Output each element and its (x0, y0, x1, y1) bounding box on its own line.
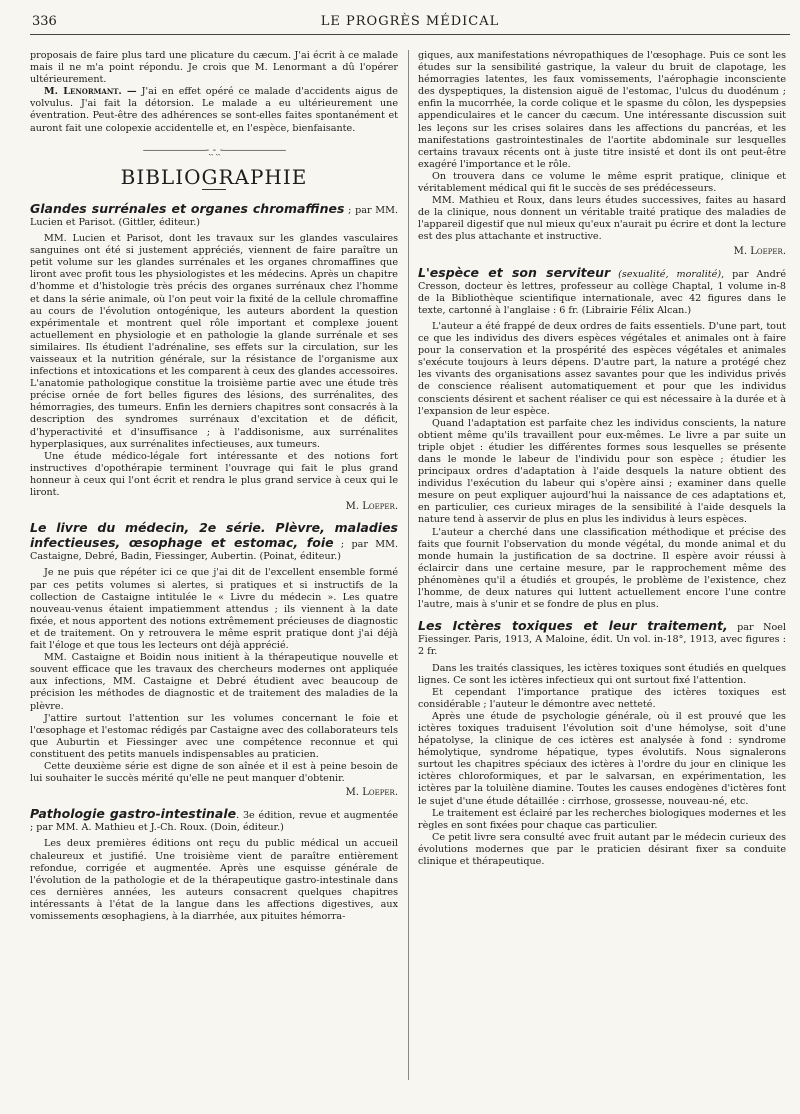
entry-head-pathologie (30, 807, 398, 834)
entry-head-espece (418, 266, 786, 317)
ornament-rule: ———————-ˏˎ-ˏˎ-——————— (142, 144, 286, 156)
running-title: LE PROGRÈS MÉDICAL (320, 14, 500, 29)
entry-paragraph: Et cependant l'importance pratique des ictères toxiques est considérable ; l'auteur le démontre avec netteté. (418, 686, 786, 710)
entry-signature: M. Loeper. (345, 501, 398, 513)
entry-paragraph: MM. Lucien et Parisot, dont les travaux sur les glandes vasculaires sanguines ont été si justement appréciés, viennent de faire paraître un petit volume sur les glandes surrénales et les organes chromaffines que liront avec profit tous les physiologistes et les médecins. Après un chapitre d'homme et d'histologie très précis des organes surrénaux chez l'homme et dans la série animale, où l'on peut voir la fixité de la cellule chromaffine au cours de l'évolution ontogénique, les auteurs abordent la question expérimentale et montrent quel rôle important et complexe jouent actuellement en physiologie et en pathologie la glande surrénale et ses similaires. Ils étudient l'adrénaline, ses effets sur la circulation, sur les vaisseaux et la nutrition générale, sur la résistance de l'organisme aux infections et intoxications et les comparent à ceux des glandes accessoires. L'anatomie pathologique constitue la troisième partie avec une étude très précise ornée de fort belles figures des lésions, des surrénalites, des hémorragies, des tumeurs. Enfin les derniers chapitres sont consacrés à la description des syndromes surrénaux d'excitation et de déficit, d'hyperactivité et d'insuffisance ; à l'addisonisme, aux surrénalites hyperplasiques, aux surrénalites infectieuses, aux tumeurs. (30, 233, 398, 450)
right-column (418, 50, 786, 1104)
intro-paragraph-1: proposais de faire plus tard une plicature du cæcum. J'ai écrit à ce malade mais il ne m'a point répondu. Je crois que M. Lenormant a dû l'opérer ultérieurement. (30, 50, 398, 86)
continuation-paragraph-2: On trouvera dans ce volume le même esprit pratique, clinique et véritablement médical qui fit le succès de ses prédécesseurs. (418, 170, 786, 195)
entry-paragraph: Quand l'adaptation est parfaite chez les individus conscients, la nature obtient même qu'ils travaillent pour eux-mêmes. Le livre a par suite un triple objet : étudier les différentes formes sous lesquelles se présente dans le monde le labeur de l'individu pour son espèce ; étudier les principaux ordres d'adaptation à l'aide desquels la nature obtient des individus l'exécution du labeur qui s'opère ainsi ; examiner dans quelle mesure on peut expliquer aujourd'hui la naissance de ces adaptations et, en particulier, ces curieux mirages de la sensibilité à l'aide desquels la nature tend à asservir de plus en plus les individus à leurs espèces. (418, 417, 786, 526)
left-column (30, 50, 398, 1104)
section-title: BIBLIOGRAPHIE (120, 164, 308, 189)
entry-meta-pathologie: . 3e édition, revue et augmentée ; par MM. A. Mathieu et J.-Ch. Roux. (Doin, éditeur.) (30, 810, 398, 834)
entry-meta-livre: ; par MM. Castaigne, Debré, Badin, Fiessinger, Aubertin. (Poinat, éditeur.) (30, 539, 398, 563)
entry-paragraph: Les deux premières éditions ont reçu du public médical un accueil chaleureux et justifié. Une troisième vient de paraître entièrement refondue, corrigée et augmentée. Après une esquisse générale de l'évolution de la pathologie et de la thérapeutique gastro-intestinale dans ces dernières années, les auteurs consacrent quelques chapitres intéressants à l'état de la langue dans les affections digestives, aux vomissements œsophagiens, à la diarrhée, aux pituites hémorra- (30, 838, 398, 922)
entry-head-icteres (418, 619, 786, 658)
page-number: 336 (32, 14, 57, 29)
entry-paragraph: Ce petit livre sera consulté avec fruit autant par le médecin curieux des évolutions modernes que par le praticien désirant fixer sa conduite clinique et thérapeutique. (418, 831, 786, 867)
intro-paragraph-2 (30, 86, 398, 134)
entry-head-glandes (30, 202, 398, 229)
page-header (30, 12, 790, 35)
entry-meta-icteres: par Noel Fiessinger. Paris, 1913, A Maloine, édit. Un vol. in-18°, 1913, avec figures : 2 fr. (418, 622, 786, 658)
continuation-paragraph-3: MM. Mathieu et Roux, dans leurs études successives, faites au hasard de la clinique, nous donnent un véritable traité pratique des maladies de l'appareil digestif que nul mieux qu'eux n'aurait pu écrire et dont la lecture est des plus attachante et instructive. (418, 195, 786, 243)
entry-paragraph: L'auteur a été frappé de deux ordres de faits essentiels. D'une part, tout ce que les individus des divers espèces végétales et animales ont à faire pour la conservation et la prospérité des espèces végétales et animales s'exécute toujours à leurs dépens. D'autre part, la nature a protégé chez les vivants des organisations assez savantes pour que les individus privés de conscience réalisent automatiquement et pour que les individus conscients désirent et sachent réaliser ce qui est nécessaire à la durée et à l'expansion de leur espèce. (418, 320, 786, 417)
column-divider (408, 50, 409, 1080)
entry-paragraph: L'auteur a cherché dans une classification méthodique et précise des faits que fournit l'observation du monde végétal, du monde animal et du monde humain la justification de sa doctrine. Il espère avoir réussi à éclaircir dans une certaine mesure, par le rapprochement même des phénomènes qu'il a étudiés et groupés, le problème de l'existence, chez l'homme, de deux natures qui luttent actuellement encore l'une contre l'autre, mais à s'unir et se fondre de plus en plus. (418, 526, 786, 611)
entry-meta-glandes: ; par MM. Lucien et Parisot. (Gittler, éditeur.) (30, 204, 398, 228)
entry-paragraph: Après une étude de psychologie générale, où il est prouvé que les ictères toxiques traduisent l'évolution soit d'une hémolyse, soit d'une hépatolyse, la clinique de ces ictères est analysée à fond : syndrome hémolytique, syndrome hépatique, types évolutifs. Nous signalerons surtout les chapitres spéciaux des ictères à l'ordre du jour en clinique les ictères chloroformiques, et par le salvarsan, en expérimentation, les ictères par la toluilène diamine. Toutes les causes endogènes d'ictères font le sujet d'une étude détaillée : cirrhose, grossesse, nouveau-né, etc. (418, 710, 786, 807)
entry-title-glandes: Glandes surrénales et organes chromaffines (30, 200, 345, 216)
entry-paragraph: Cette deuxième série est digne de son aînée et il est à peine besoin de lui souhaiter le succès mérité qu'elle ne peut manquer d'obtenir. (30, 760, 398, 785)
entry-title-icteres: Les Ictères toxiques et leur traitement, (418, 618, 728, 634)
intro-paragraph-2-text: J'ai en effet opéré ce malade d'accidents aigus de volvulus. J'ai fait la détorsion. Le malade a eu ultérieurement une éventration. Peut-être des adhérences se sont-elles faites spontanément et auront fait une colopexie accidentelle et, en l'espèce, bienfaisante. (30, 86, 398, 134)
entry-paragraph: J'attire surtout l'attention sur les volumes concernant le foie et l'œsophage et l'estomac rédigés par Castaigne avec des collaborateurs tels que Auburtin et Fiessinger avec une compétence reconnue et qui constituent des petits manuels indispensables au praticien. (30, 712, 398, 760)
entry-title-pathologie: Pathologie gastro-intestinale (30, 806, 237, 822)
entry-paragraph: MM. Castaigne et Boidin nous initient à la thérapeutique nouvelle et souvent efficace que les travaux des chercheurs modernes ont appliquée aux infections, MM. Castaigne et Debré étudient avec beaucoup de précision les méthodes de diagnostic et de traitement des maladies de la plèvre. (30, 652, 398, 712)
entry-signature: M. Loeper. (345, 787, 398, 799)
entry-signature: M. Loeper. (733, 245, 786, 257)
entry-meta-espece: , par André Cresson, docteur ès lettres, professeur au collège Chaptal, 1 volume in-8 de la Bibliothèque scientifique internationale, avec 42 figures dans le texte, cartonné à l'anglaise : 6 fr. (Librairie Félix Alcan.) (418, 268, 786, 316)
entry-paragraph: Une étude médico-légale fort intéressante et des notions fort instructives d'opothérapie terminent l'ouvrage qui fait le plus grand honneur à ceux qui l'ont écrit et rendra le plus grand service à ceux qui le liront. (30, 450, 398, 498)
entry-title-espece: L'espèce et son serviteur (418, 264, 611, 280)
entry-paragraph: Je ne puis que répéter ici ce que j'ai dit de l'excellent ensemble formé par ces petits volumes si alertes, si pratiques et si instructifs de la collection de Castaigne intitulée le « Livre du médecin ». Les quatre nouveau-venus étaient impatiemment attendus ; ils viennent à la date fixée, et nous apportent des notions extrêmement précieuses de diagnostic et de traitement. On y retrouvera le même esprit pratique dont j'ai déjà fait l'éloge et que tous les lecteurs ont déjà apprécié. (30, 567, 398, 652)
entry-title-livre: Le livre du médecin, 2e série. Plèvre, maladies infectieuses, œsophage et estomac, foie (30, 520, 398, 551)
entry-subtitle-espece: (sexualité, moralité) (610, 268, 722, 280)
entry-paragraph: Dans les traités classiques, les ictères toxiques sont étudiés en quelques lignes. Ce sont les ictères infectieux qui ont surtout fixé l'attention. (418, 662, 786, 686)
continuation-paragraph-1: giques, aux manifestations névropathiques de l'œsophage. Puis ce sont les études sur la sensibilité gastrique, la valeur du bruit de clapotage, les hémorragies latentes, les faux vomissements, l'aérophagie inconsciente des dyspeptiques, la distension aiguë de l'estomac, l'ulcus du duodénum ; enfin la mucorrhée, la corde colique et le spasme du côlon, les dyspepsies appendiculaires et le cancer du cæcum. Une intéressante discussion suit les leçons sur les crises solaires dans les affections du pancréas, et les manifestations gastrointestinales de l'aortite abdominale sur lesquelles certains travaux récents ont à juste titre insisté et dont ils ont peut-être exagéré l'importance et le rôle. (418, 50, 786, 170)
section-rule (202, 189, 226, 190)
speaker-name: M. Lenormant. — (44, 86, 137, 98)
entry-head-livre (30, 521, 398, 563)
entry-paragraph: Le traitement est éclairé par les recherches biologiques modernes et les règles en sont fixées pour chaque cas particulier. (418, 807, 786, 831)
